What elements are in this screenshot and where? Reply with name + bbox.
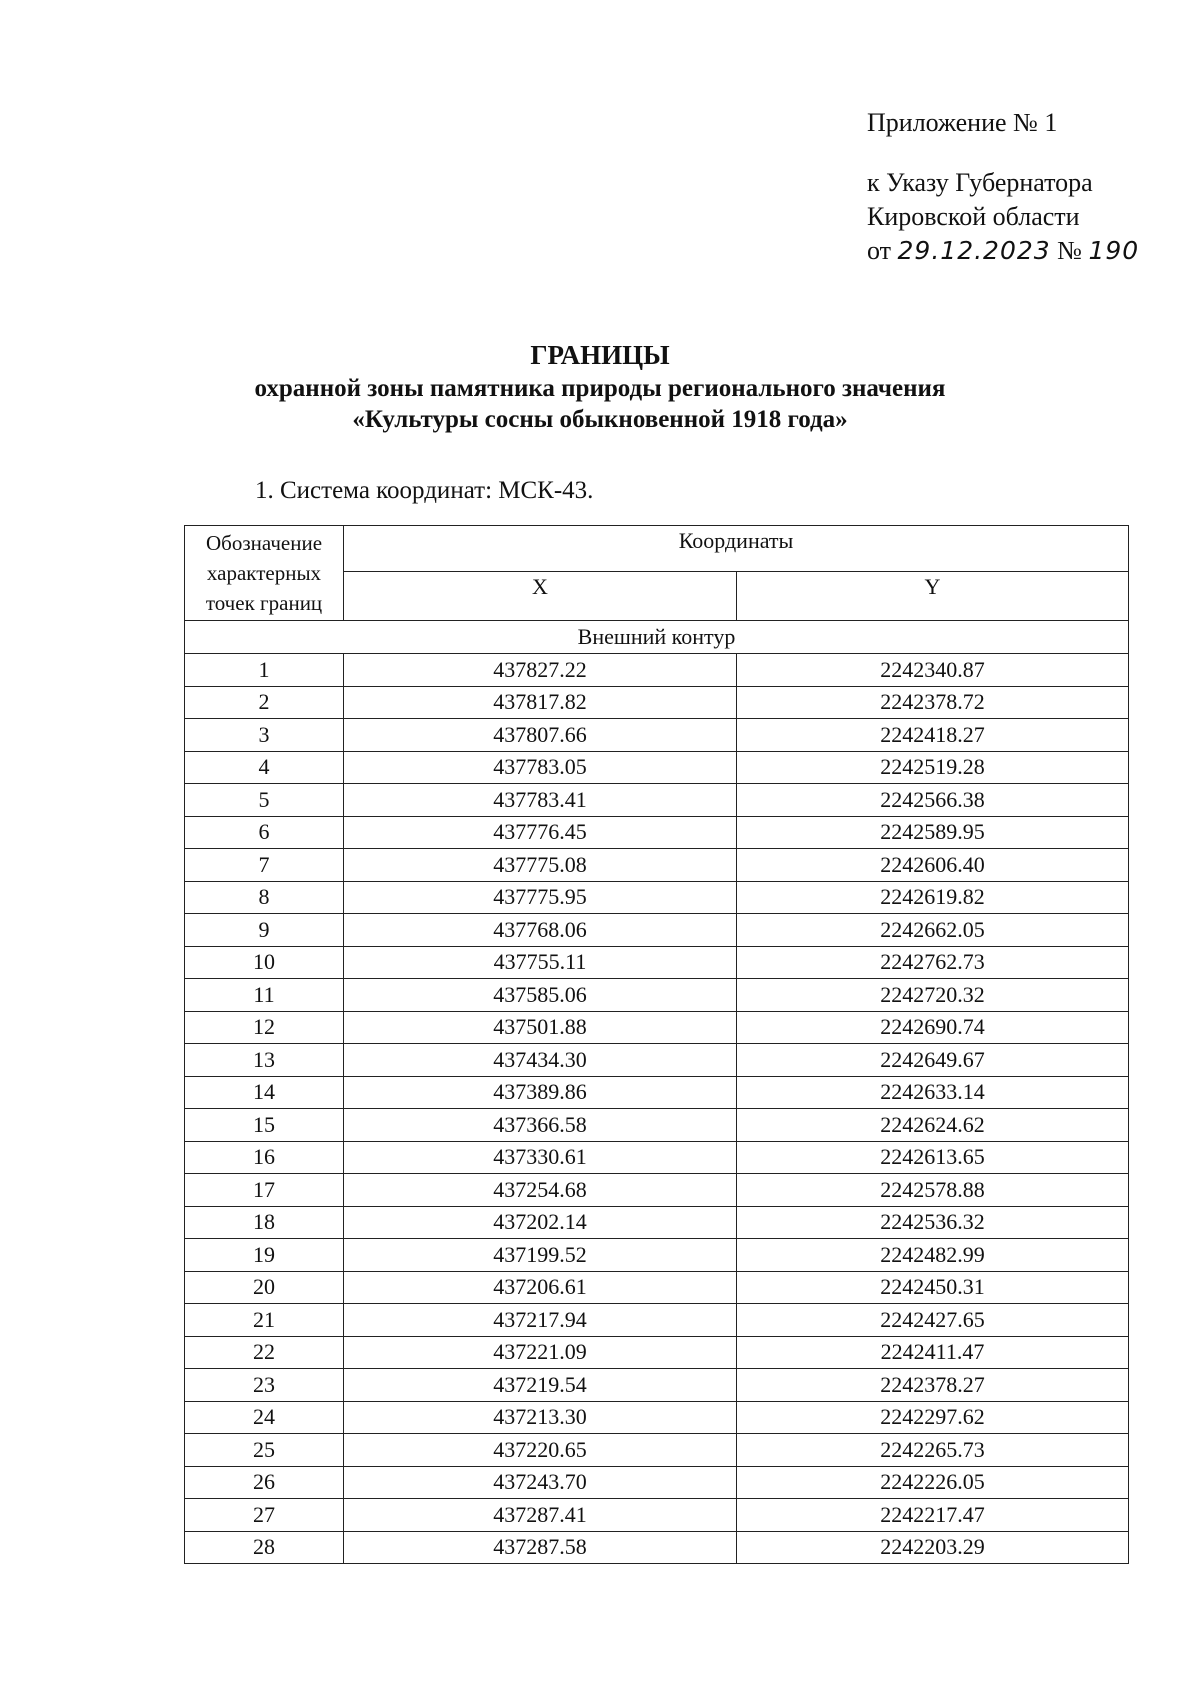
y-coordinate-cell: 2242633.14 — [737, 1076, 1129, 1109]
y-coordinate-cell: 2242217.47 — [737, 1499, 1129, 1532]
section-label: Внешний контур — [185, 621, 1129, 654]
point-number-cell: 16 — [185, 1141, 344, 1174]
x-coordinate-cell: 437287.41 — [344, 1499, 737, 1532]
point-number-cell: 2 — [185, 686, 344, 719]
y-coordinate-cell: 2242519.28 — [737, 751, 1129, 784]
x-coordinate-cell: 437217.94 — [344, 1304, 737, 1337]
point-number-cell: 14 — [185, 1076, 344, 1109]
x-coordinate-cell: 437213.30 — [344, 1401, 737, 1434]
point-number-cell: 23 — [185, 1369, 344, 1402]
handwritten-number: 190 — [1088, 236, 1140, 265]
table-row — [185, 1271, 1129, 1304]
y-coordinate-cell: 2242619.82 — [737, 881, 1129, 914]
y-coordinate-cell: 2242762.73 — [737, 946, 1129, 979]
point-number-cell: 27 — [185, 1499, 344, 1532]
date-prefix: от — [867, 236, 892, 265]
table-row — [185, 1141, 1129, 1174]
point-number-cell: 25 — [185, 1434, 344, 1467]
document-title — [0, 337, 1200, 435]
x-coordinate-cell: 437775.08 — [344, 849, 737, 882]
y-coordinate-cell: 2242378.27 — [737, 1369, 1129, 1402]
y-coordinate-cell: 2242720.32 — [737, 979, 1129, 1012]
decree-reference: к Указу Губернатора — [867, 168, 1093, 197]
y-header: Y — [737, 572, 1129, 621]
coordinate-system-label: 1. Система координат: МСК-43. — [255, 477, 594, 504]
table-row — [185, 751, 1129, 784]
y-coordinate-cell: 2242578.88 — [737, 1174, 1129, 1207]
decree-date-line — [867, 234, 1139, 268]
x-coordinate-cell: 437827.22 — [344, 654, 737, 687]
title-main: ГРАНИЦЫ — [530, 340, 670, 370]
x-coordinate-cell: 437199.52 — [344, 1239, 737, 1272]
table-row — [185, 654, 1129, 687]
point-number-cell: 26 — [185, 1466, 344, 1499]
table-row — [185, 1369, 1129, 1402]
x-coordinate-cell: 437219.54 — [344, 1369, 737, 1402]
table-row — [185, 1466, 1129, 1499]
table-row — [185, 881, 1129, 914]
point-number-cell: 1 — [185, 654, 344, 687]
point-number-cell: 6 — [185, 816, 344, 849]
point-number-cell: 24 — [185, 1401, 344, 1434]
x-coordinate-cell: 437585.06 — [344, 979, 737, 1012]
x-header: X — [344, 572, 737, 621]
table-row — [185, 1401, 1129, 1434]
y-coordinate-cell: 2242662.05 — [737, 914, 1129, 947]
x-coordinate-cell: 437243.70 — [344, 1466, 737, 1499]
y-coordinate-cell: 2242566.38 — [737, 784, 1129, 817]
table-row — [185, 1044, 1129, 1077]
table-row — [185, 914, 1129, 947]
x-coordinate-cell: 437206.61 — [344, 1271, 737, 1304]
point-number-cell: 9 — [185, 914, 344, 947]
coordinates-header: Координаты — [344, 526, 1129, 572]
point-number-cell: 11 — [185, 979, 344, 1012]
y-coordinate-cell: 2242203.29 — [737, 1531, 1129, 1564]
point-number-cell: 15 — [185, 1109, 344, 1142]
table-row — [185, 686, 1129, 719]
table-row — [185, 1531, 1129, 1564]
table-row — [185, 1239, 1129, 1272]
decree-header — [867, 106, 1139, 268]
table-row — [185, 784, 1129, 817]
point-number-cell: 3 — [185, 719, 344, 752]
x-coordinate-cell: 437330.61 — [344, 1141, 737, 1174]
y-coordinate-cell: 2242340.87 — [737, 654, 1129, 687]
x-coordinate-cell: 437287.58 — [344, 1531, 737, 1564]
x-coordinate-cell: 437389.86 — [344, 1076, 737, 1109]
x-coordinate-cell: 437202.14 — [344, 1206, 737, 1239]
table-row — [185, 1076, 1129, 1109]
y-coordinate-cell: 2242649.67 — [737, 1044, 1129, 1077]
table-row — [185, 1109, 1129, 1142]
y-coordinate-cell: 2242411.47 — [737, 1336, 1129, 1369]
point-number-cell: 5 — [185, 784, 344, 817]
point-number-cell: 10 — [185, 946, 344, 979]
x-coordinate-cell: 437501.88 — [344, 1011, 737, 1044]
table-row — [185, 719, 1129, 752]
appendix-label: Приложение № 1 — [867, 108, 1058, 137]
table-header-row — [185, 526, 1129, 572]
point-designation-header: Обозначение характерных точек границ — [185, 526, 344, 621]
x-coordinate-cell: 437221.09 — [344, 1336, 737, 1369]
table-row — [185, 1304, 1129, 1337]
point-number-cell: 7 — [185, 849, 344, 882]
point-number-cell: 21 — [185, 1304, 344, 1337]
table-row — [185, 979, 1129, 1012]
point-number-cell: 20 — [185, 1271, 344, 1304]
handwritten-date: 29.12.2023 — [897, 236, 1051, 265]
x-coordinate-cell: 437817.82 — [344, 686, 737, 719]
point-number-cell: 8 — [185, 881, 344, 914]
point-number-cell: 18 — [185, 1206, 344, 1239]
y-coordinate-cell: 2242624.62 — [737, 1109, 1129, 1142]
x-coordinate-cell: 437783.05 — [344, 751, 737, 784]
y-coordinate-cell: 2242427.65 — [737, 1304, 1129, 1337]
number-prefix: № — [1057, 236, 1082, 265]
coordinates-table — [184, 525, 1129, 1564]
point-number-cell: 19 — [185, 1239, 344, 1272]
table-row — [185, 1206, 1129, 1239]
title-line-3: «Культуры сосны обыкновенной 1918 года» — [352, 406, 848, 433]
x-coordinate-cell: 437220.65 — [344, 1434, 737, 1467]
y-coordinate-cell: 2242418.27 — [737, 719, 1129, 752]
y-coordinate-cell: 2242690.74 — [737, 1011, 1129, 1044]
table-row — [185, 1499, 1129, 1532]
title-line-2: охранной зоны памятника природы регионального значения — [254, 375, 946, 402]
point-number-cell: 17 — [185, 1174, 344, 1207]
point-number-cell: 22 — [185, 1336, 344, 1369]
section-row — [185, 621, 1129, 654]
x-coordinate-cell: 437768.06 — [344, 914, 737, 947]
x-coordinate-cell: 437434.30 — [344, 1044, 737, 1077]
region-name: Кировской области — [867, 202, 1080, 231]
point-number-cell: 4 — [185, 751, 344, 784]
y-coordinate-cell: 2242378.72 — [737, 686, 1129, 719]
x-coordinate-cell: 437366.58 — [344, 1109, 737, 1142]
x-coordinate-cell: 437775.95 — [344, 881, 737, 914]
y-coordinate-cell: 2242536.32 — [737, 1206, 1129, 1239]
y-coordinate-cell: 2242265.73 — [737, 1434, 1129, 1467]
table-row — [185, 946, 1129, 979]
y-coordinate-cell: 2242482.99 — [737, 1239, 1129, 1272]
x-coordinate-cell: 437254.68 — [344, 1174, 737, 1207]
x-coordinate-cell: 437776.45 — [344, 816, 737, 849]
y-coordinate-cell: 2242606.40 — [737, 849, 1129, 882]
x-coordinate-cell: 437755.11 — [344, 946, 737, 979]
y-coordinate-cell: 2242450.31 — [737, 1271, 1129, 1304]
y-coordinate-cell: 2242613.65 — [737, 1141, 1129, 1174]
table-row — [185, 1011, 1129, 1044]
point-number-cell: 12 — [185, 1011, 344, 1044]
x-coordinate-cell: 437807.66 — [344, 719, 737, 752]
y-coordinate-cell: 2242226.05 — [737, 1466, 1129, 1499]
y-coordinate-cell: 2242297.62 — [737, 1401, 1129, 1434]
table-row — [185, 816, 1129, 849]
table-row — [185, 1174, 1129, 1207]
point-number-cell: 13 — [185, 1044, 344, 1077]
y-coordinate-cell: 2242589.95 — [737, 816, 1129, 849]
x-coordinate-cell: 437783.41 — [344, 784, 737, 817]
table-row — [185, 1336, 1129, 1369]
point-number-cell: 28 — [185, 1531, 344, 1564]
table-row — [185, 849, 1129, 882]
table-row — [185, 1434, 1129, 1467]
